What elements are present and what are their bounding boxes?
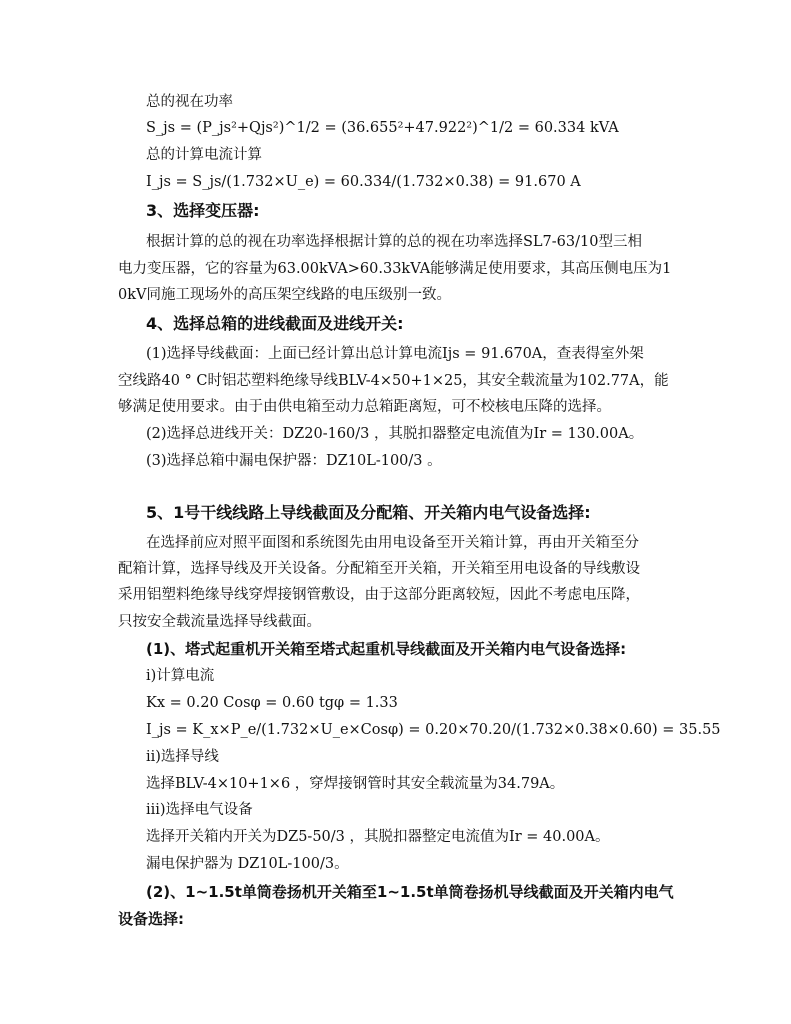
heading-main-box-incoming: 4、选择总箱的进线截面及进线开关: (146, 314, 404, 333)
step-label: iii)选择电气设备 (146, 802, 253, 818)
paragraph-line: 选择开关箱内开关为DZ5-50/3 ，其脱扣器整定电流值为Ir = 40.00A。 (146, 829, 610, 845)
subheading-winch: (2)、1~1.5t单筒卷扬机开关箱至1~1.5t单筒卷扬机导线截面及开关箱内电气 (146, 883, 674, 901)
formula-total-current: I_js = S_js/(1.732×U_e) = 60.334/(1.732×0.38) = 91.670 A (146, 174, 581, 190)
paragraph-line: 电力变压器，它的容量为63.00kVA>60.33kVA能够满足使用要求，其高压侧电压为1 (118, 261, 672, 277)
paragraph-line: 够满足使用要求。由于由供电箱至动力总箱距离短，可不校核电压降的选择。 (118, 399, 611, 415)
subheading-winch-cont: 设备选择: (118, 910, 184, 928)
heading-trunk-line-1: 5、1号干线线路上导线截面及分配箱、开关箱内电气设备选择: (146, 503, 591, 522)
heading-select-transformer: 3、选择变压器: (146, 201, 260, 220)
coefficients-line: Kx = 0.20 Cosφ = 0.60 tgφ = 1.33 (146, 695, 398, 711)
subheading-tower-crane: (1)、塔式起重机开关箱至塔式起重机导线截面及开关箱内电气设备选择: (146, 640, 627, 658)
paragraph-line: 采用铝塑料绝缘导线穿焊接钢管敷设，由于这部分距离较短，因此不考虑电压降， (118, 587, 640, 603)
formula-crane-current: I_js = K_x×P_e/(1.732×U_e×Cosφ) = 0.20×70.20/(1.732×0.38×0.60) = 35.55 (146, 722, 721, 738)
paragraph-line: (1)选择导线截面：上面已经计算出总计算电流Ijs = 91.670A，查表得室外架 (146, 346, 644, 362)
label-total-apparent-power: 总的视在功率 (146, 94, 233, 110)
step-label: ii)选择导线 (146, 749, 219, 765)
paragraph-line: (3)选择总箱中漏电保护器：DZ10L-100/3 。 (146, 453, 442, 469)
paragraph-line: 在选择前应对照平面图和系统图先由用电设备至开关箱计算，再由开关箱至分 (146, 535, 639, 551)
paragraph-line: 配箱计算，选择导线及开关设备。分配箱至开关箱，开关箱至用电设备的导线敷设 (118, 561, 640, 577)
step-label: i)计算电流 (146, 668, 215, 684)
paragraph-line: 0kV同施工现场外的高压架空线路的电压级别一致。 (118, 287, 451, 303)
paragraph-line: (2)选择总进线开关：DZ20-160/3 ，其脱扣器整定电流值为Ir = 130.00A。 (146, 426, 644, 442)
paragraph-line: 根据计算的总的视在功率选择根据计算的总的视在功率选择SL7-63/10型三相 (146, 234, 642, 250)
label-total-current: 总的计算电流计算 (146, 147, 262, 163)
paragraph-line: 只按安全载流量选择导线截面。 (118, 614, 321, 630)
formula-apparent-power: S_js = (P_js²+Qjs²)^1/2 = (36.655²+47.922²)^1/2 = 60.334 kVA (146, 120, 619, 136)
paragraph-line: 漏电保护器为 DZ10L-100/3。 (146, 856, 349, 872)
paragraph-line: 选择BLV-4×10+1×6 ，穿焊接钢管时其安全载流量为34.79A。 (146, 776, 565, 792)
paragraph-line: 空线路40 ° C时铝芯塑料绝缘导线BLV-4×50+1×25，其安全载流量为102.77A，能 (118, 373, 669, 389)
